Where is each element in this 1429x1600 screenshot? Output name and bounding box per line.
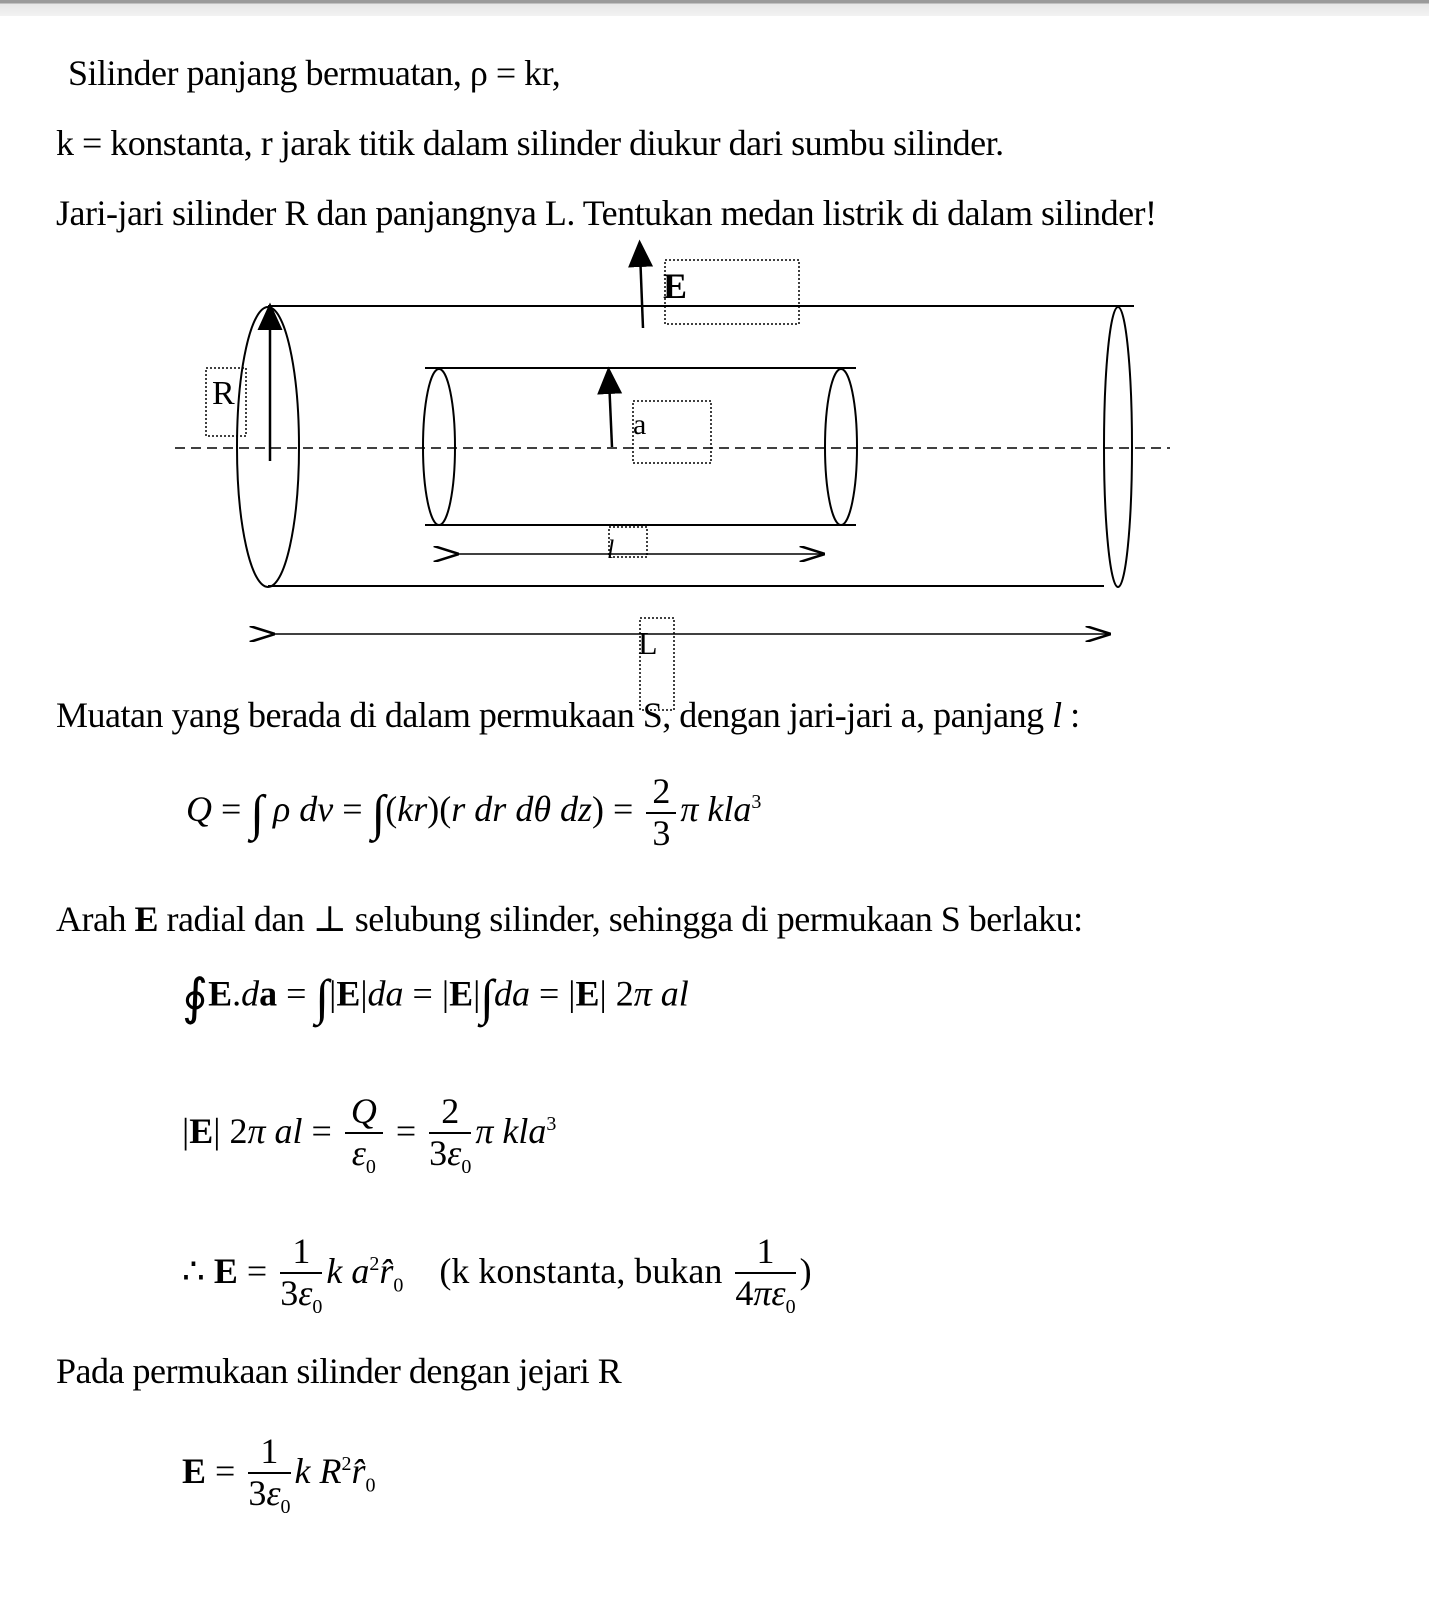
problem-line-1: Silinder panjang bermuatan, ρ = kr, (68, 53, 561, 93)
e-label-box (665, 260, 799, 324)
radius-a-arrow (609, 379, 612, 447)
big-l-label: L (638, 625, 658, 661)
charge-equation: Q = ∫ ρ dv = ∫(kr)(r dr dθ dz) = $\frac{2}{3}$ π kla$^3$ (186, 771, 762, 853)
gauss-law-equation: |E| 2π al = $\frac{Q}{\varepsilon_0}$ = $\frac{2}{3\varepsilon_0}$ π kla$^3$ (182, 1091, 557, 1178)
l-label-box (609, 527, 647, 557)
problem-line-3: Jari-jari silinder R dan panjangnya L. Tentukan medan listrik di dalam silinder! (56, 193, 1157, 233)
surface-text: Pada permukaan silinder dengan jejari R (56, 1351, 622, 1391)
field-direction-text: Arah E radial dan ⊥ selubung silinder, sehingga di permukaan S berlaku: (56, 899, 1083, 939)
l-label: l (607, 535, 615, 564)
r-label: R (212, 375, 235, 412)
inner-cylinder-right-end (825, 369, 857, 525)
problem-line-2: k = konstanta, r jarak titik dalam silinder diukur dari sumbu silinder. (56, 123, 1004, 163)
constant-note: (k konstanta, bukan (439, 1251, 723, 1292)
gauss-surface-equation: ∮E.da = ∫|E|da = |E|∫da = |E| 2π al (182, 969, 689, 1025)
surface-field-equation: E = $\frac{1}{3\varepsilon_0}$ k $R^2r̂_0$ (182, 1431, 376, 1518)
e-label: E (663, 266, 688, 306)
outer-cylinder-left-end (237, 307, 299, 587)
a-label-box (633, 401, 711, 463)
outer-cylinder-right-end (1104, 307, 1132, 587)
field-result-equation: ∴ E = $\frac{1}{3\varepsilon_0}$ k $a^2r̂_0$ (k konstanta, bukan $\frac{1}{4\pi\varepsilon_0}$ ) (182, 1231, 812, 1318)
charge-intro-text: Muatan yang berada di dalam permukaan S, dengan jari-jari a, panjang l : (56, 695, 1080, 735)
window-top-border (0, 0, 1429, 16)
r-label-box (206, 368, 246, 436)
a-label: a (633, 408, 647, 441)
field-e-arrow (640, 252, 643, 328)
inner-cylinder-left-end (423, 369, 455, 525)
